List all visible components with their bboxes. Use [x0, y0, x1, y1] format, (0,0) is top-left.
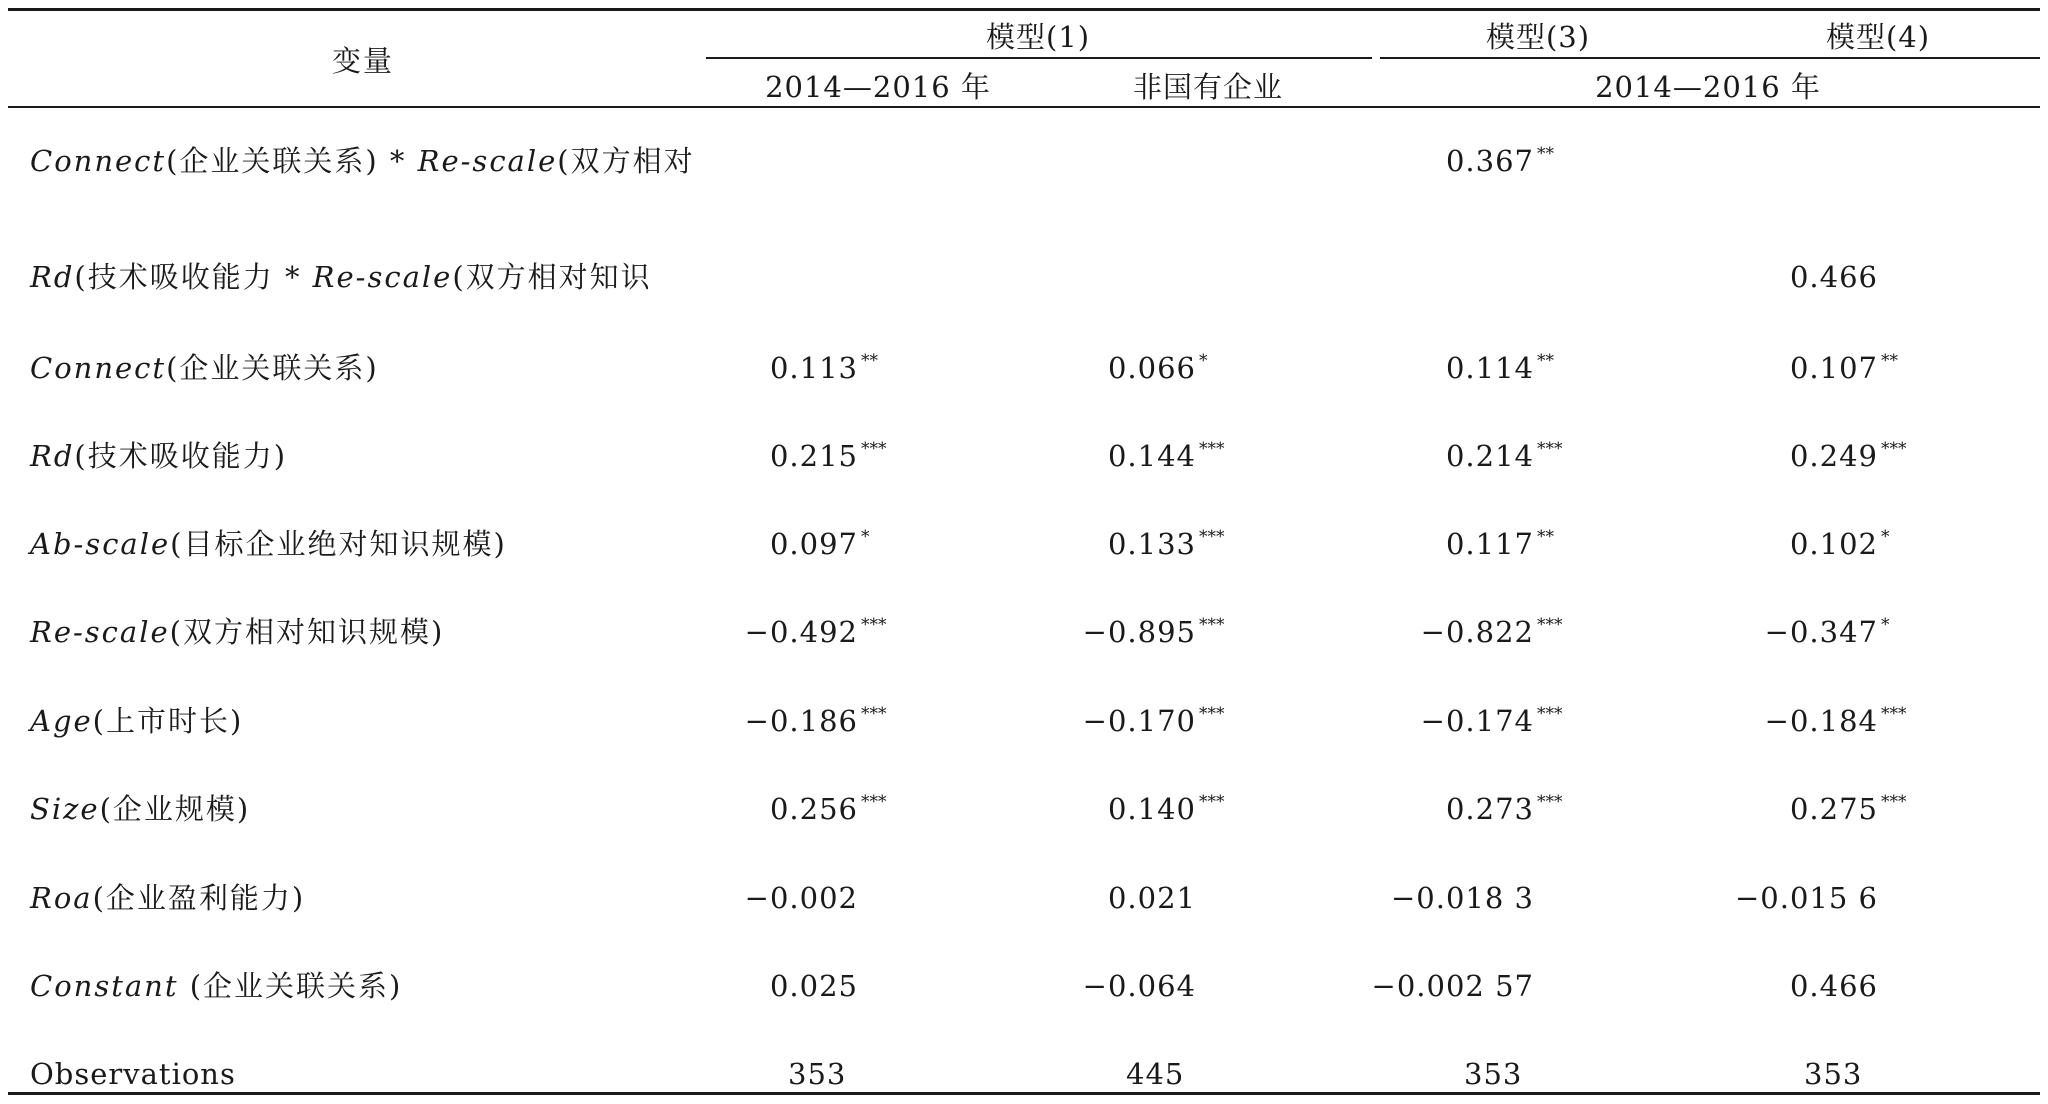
coefficient-value: −0.002 57 [1371, 969, 1534, 1003]
row-label-variable: Rd [30, 439, 75, 473]
row-label [30, 881, 305, 915]
observations-value: 353 [1464, 1057, 1523, 1091]
coefficient-cell [1790, 260, 1921, 294]
coefficient-value: 0.466 [1789, 260, 1878, 294]
coefficient-cell [745, 881, 901, 915]
row-label-description: (企业关联关系) [178, 969, 403, 1003]
coefficient-cell: 0.097 * [769, 527, 870, 561]
row-label-description: (上市时长) [92, 704, 244, 738]
coefficient-value: 0.114 [1445, 351, 1534, 385]
coefficient-value: −0.492 [744, 615, 858, 649]
coefficient-cell: 0.215 *** [769, 439, 887, 473]
coefficient-value: −0.170 [1082, 704, 1196, 738]
observations-value: 353 [1804, 1057, 1863, 1091]
row-label-variable: Connect [30, 144, 167, 178]
row-label-description: (技术吸收能力 * [74, 260, 313, 294]
coefficient-cell [1372, 969, 1577, 1003]
coefficient-value: 0.025 [769, 969, 858, 1003]
coefficient-cell: 0.256 *** [769, 792, 887, 826]
coefficient-cell [770, 969, 901, 1003]
observations-value: 445 [1126, 1057, 1185, 1091]
row-label-description: (企业关联关系) * [166, 144, 418, 178]
coefficient-cell: −0.170 *** [1082, 704, 1225, 738]
header-sub-col2: 非国有企业 [1132, 70, 1283, 104]
coefficient-value: −0.015 6 [1735, 881, 1878, 915]
coefficient-value: −0.018 3 [1391, 881, 1534, 915]
coefficient-value: 0.066 [1107, 351, 1196, 385]
coefficient-cell: −0.822 *** [1420, 615, 1563, 649]
coefficient-cell: 0.273 *** [1445, 792, 1563, 826]
coefficient-value: −0.002 [744, 881, 858, 915]
row-label [30, 792, 250, 826]
coefficient-cell: −0.184 *** [1764, 704, 1907, 738]
coefficient-cell: −0.186 *** [744, 704, 887, 738]
coefficient-cell: 0.214 *** [1445, 439, 1563, 473]
coefficient-cell: 0.275 *** [1789, 792, 1907, 826]
coefficient-value: 0.215 [769, 439, 858, 473]
coefficient-value: 0.113 [769, 351, 858, 385]
row-label-description-2: (双方相对知识 [452, 260, 652, 294]
coefficient-value: 0.133 [1107, 527, 1196, 561]
coefficient-value: −0.174 [1420, 704, 1534, 738]
coefficient-value: 0.466 [1789, 969, 1878, 1003]
row-label-description: (企业盈利能力) [92, 881, 306, 915]
row-label [30, 439, 287, 473]
regression-table [8, 8, 2040, 1098]
model1-group-rule [706, 57, 1372, 59]
row-label-description-2: (双方相对 [557, 144, 695, 178]
row-label [30, 615, 444, 649]
coefficient-value: 0.249 [1789, 439, 1878, 473]
coefficient-cell [1790, 969, 1921, 1003]
coefficient-cell: 0.367 ** [1445, 144, 1554, 178]
header-model4: 模型(4) [1825, 20, 1931, 54]
coefficient-value: −0.822 [1420, 615, 1534, 649]
coefficient-cell [1108, 881, 1239, 915]
coefficient-cell [1735, 881, 1921, 915]
coefficient-value: 0.144 [1107, 439, 1196, 473]
header-sub-col1: 2014—2016 年 [765, 70, 991, 104]
observations-label: Observations [30, 1057, 236, 1091]
coefficient-value: 0.102 [1789, 527, 1878, 561]
coefficient-cell: 0.066 * [1107, 351, 1208, 385]
header-sub-col34: 2014—2016 年 [1595, 70, 1821, 104]
row-label-variable: Connect [30, 351, 167, 385]
row-label-variable: Re-scale [30, 615, 170, 649]
row-label-variable-2: Re-scale [312, 260, 453, 294]
row-label-variable: Roa [30, 881, 93, 915]
coefficient-value: 0.214 [1445, 439, 1534, 473]
row-label [30, 351, 379, 385]
row-label-variable: Constant [30, 969, 179, 1003]
row-label-description: (技术吸收能力) [74, 439, 288, 473]
header-variable: 变量 [331, 44, 394, 78]
coefficient-value: −0.064 [1082, 969, 1196, 1003]
coefficient-cell: 0.140 *** [1107, 792, 1225, 826]
coefficient-cell: 0.114 ** [1445, 351, 1554, 385]
coefficient-value: 0.021 [1107, 881, 1196, 915]
coefficient-value: 0.097 [769, 527, 858, 561]
model34-group-rule [1380, 57, 2040, 59]
coefficient-value: −0.184 [1764, 704, 1878, 738]
coefficient-value: 0.275 [1789, 792, 1878, 826]
row-label-variable: Ab-scale [30, 527, 171, 561]
coefficient-cell: 0.117 ** [1445, 527, 1554, 561]
coefficient-value: 0.107 [1789, 351, 1878, 385]
coefficient-cell: −0.174 *** [1420, 704, 1563, 738]
coefficient-value: 0.140 [1107, 792, 1196, 826]
coefficient-value: 0.273 [1445, 792, 1534, 826]
coefficient-cell: 0.249 *** [1789, 439, 1907, 473]
bottom-rule [8, 1092, 2040, 1095]
coefficient-cell: 0.144 *** [1107, 439, 1225, 473]
row-label-description: (双方相对知识规模) [169, 615, 445, 649]
coefficient-cell: 0.102 * [1789, 527, 1890, 561]
coefficient-value: 0.256 [769, 792, 858, 826]
row-label [30, 704, 243, 738]
coefficient-cell: −0.347 * [1764, 615, 1890, 649]
header-bottom-rule [8, 106, 2040, 108]
coefficient-value: 0.367 [1445, 144, 1534, 178]
coefficient-cell: −0.492 *** [744, 615, 887, 649]
coefficient-cell [1083, 969, 1239, 1003]
row-label-description: (企业规模) [99, 792, 251, 826]
row-label-variable: Age [30, 704, 93, 738]
coefficient-cell: 0.133 *** [1107, 527, 1225, 561]
coefficient-cell [1391, 881, 1577, 915]
row-label-variable-2: Re-scale [417, 144, 558, 178]
row-label-variable: Size [30, 792, 100, 826]
header-model3: 模型(3) [1485, 20, 1591, 54]
row-label-description: (目标企业绝对知识规模) [170, 527, 507, 561]
coefficient-value: −0.186 [744, 704, 858, 738]
top-rule [8, 8, 2040, 11]
row-label [30, 527, 507, 561]
row-label-description: (企业关联关系) [166, 351, 379, 385]
observations-value: 353 [788, 1057, 847, 1091]
coefficient-cell: −0.895 *** [1082, 615, 1225, 649]
row-label [30, 144, 695, 178]
coefficient-value: −0.895 [1082, 615, 1196, 649]
row-label [30, 969, 402, 1003]
row-label-variable: Rd [30, 260, 75, 294]
coefficient-value: 0.117 [1445, 527, 1534, 561]
coefficient-cell: 0.113 ** [769, 351, 878, 385]
coefficient-value: −0.347 [1764, 615, 1878, 649]
coefficient-cell: 0.107 ** [1789, 351, 1898, 385]
header-model1: 模型(1) [985, 20, 1091, 54]
row-label [30, 260, 652, 294]
